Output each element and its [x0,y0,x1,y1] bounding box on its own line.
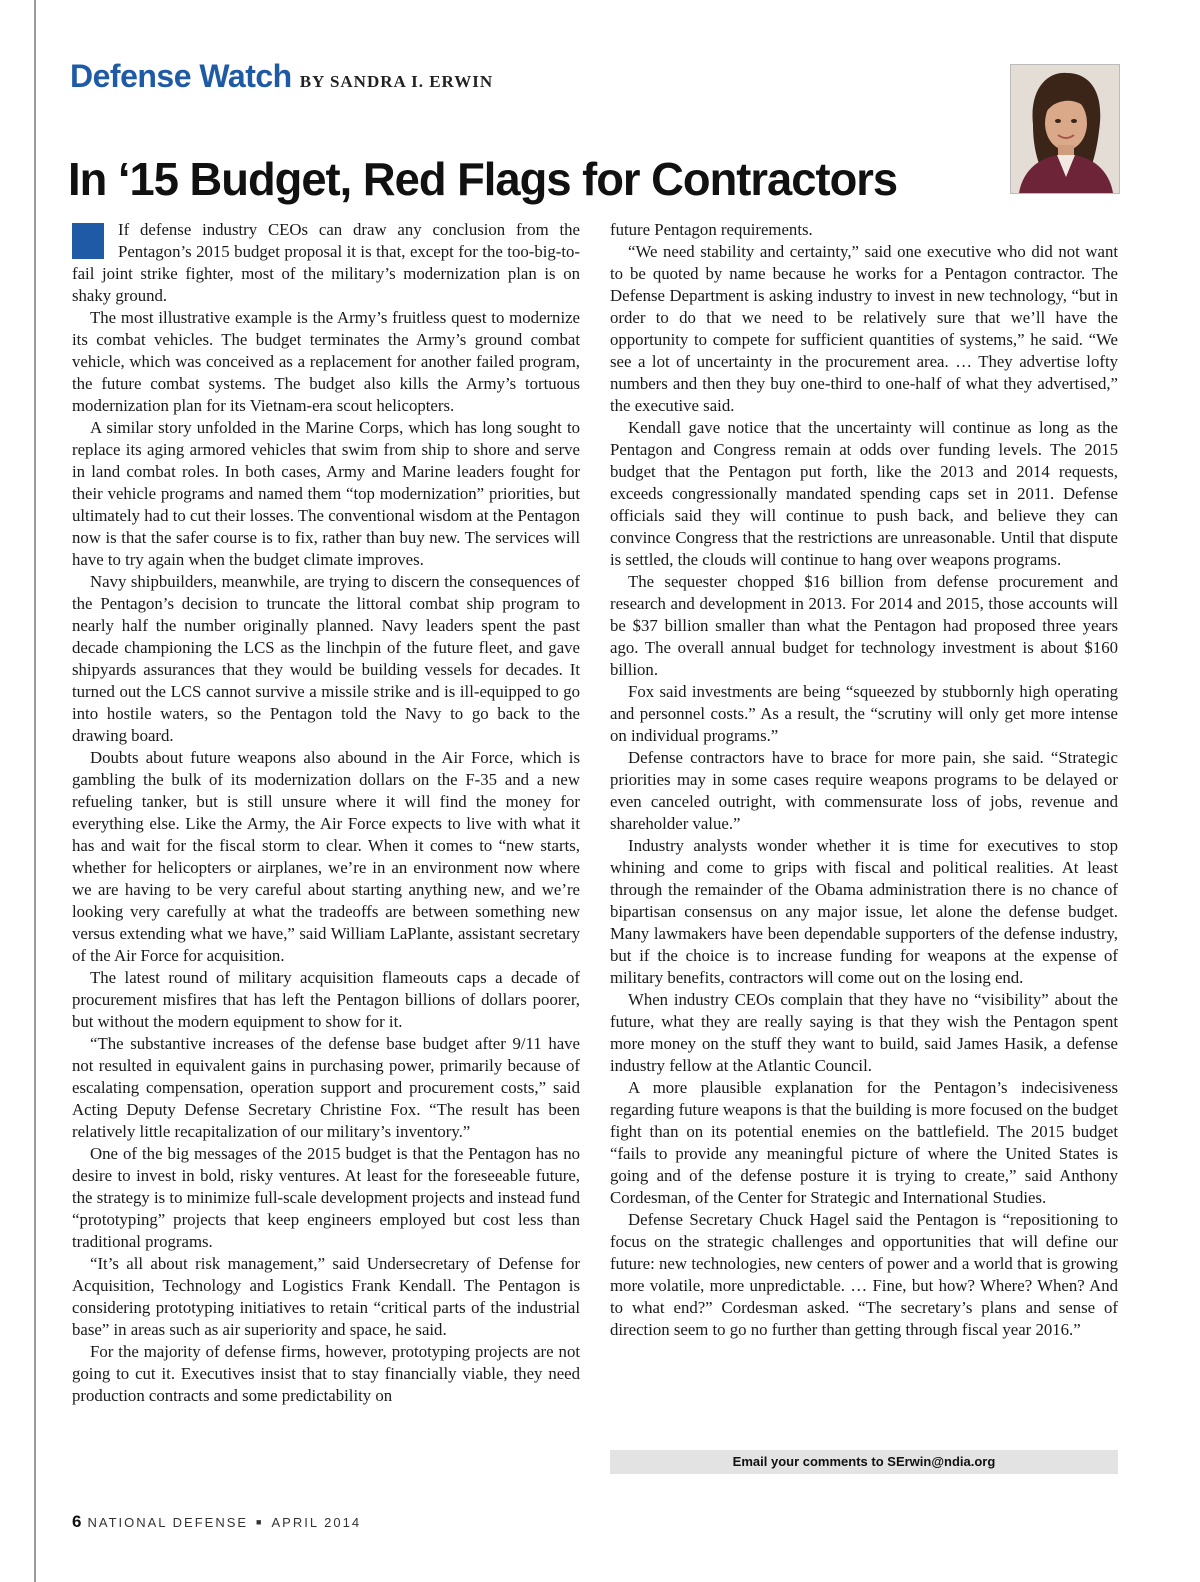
article-paragraph: “We need stability and certainty,” said one executive who did not want to be quoted by name because he works for a Pentagon contractor. The Defense Department is asking industry to invest in new technology, “but in order to do that we need to be relatively sure that we’ll have the opportunity to compete for sufficient quantities of systems,” he said. “We see a lot of uncertainty in the procurement area. … They advertise lofty numbers and then they buy one-third to one-half of what they advertised,” the executive said. [610,242,1118,415]
author-photo [1010,64,1120,194]
issue-date: APRIL 2014 [271,1515,362,1530]
paragraph-text: If defense industry CEOs can draw any conclusion from the Pentagon’s 2015 budget proposal it is that, except for the too-big-to-fail joint strike fighter, most of the military’s modernization plan is on shaky ground. [72,220,580,305]
headline: In ‘15 Budget, Red Flags for Contractors [68,153,898,205]
article-paragraph: “The substantive increases of the defense base budget after 9/11 have not resulted in equivalent gains in purchasing power, primarily because of escalating compensation, operation support and procurement costs,” said Acting Deputy Defense Secretary Christine Fox. “The result has been relatively little recapitalization of our military’s inventory.” [72,1034,580,1141]
article-paragraph: A similar story unfolded in the Marine Corps, which has long sought to replace its aging armored vehicles that swim from ship to shore and serve in land combat roles. In both cases, Army and Marine leaders fought for their vehicle programs and named them “top modernization” priorities, but ultimately had to cut their losses. The conventional wisdom at the Pentagon now is that the safer course is to fix, rather than buy new. The services will have to try again when the budget climate improves. [72,418,580,569]
column-label [70,58,493,95]
page-footer [72,1512,361,1532]
article-column-left [72,219,580,1407]
author-portrait-illustration [1011,65,1119,193]
article-paragraph: A more plausible explanation for the Pentagon’s indecisiveness regarding future weapons is that the building is more focused on the budget fight than on its potential enemies on the battlefield. The 2015 budget “fails to provide any meaningful picture of where the United States is going and of the defense posture it is trying to create,” said Anthony Cordesman, of the Center for Strategic and International Studies. [610,1078,1118,1207]
article-paragraph: The most illustrative example is the Army’s fruitless quest to modernize its combat vehicles. The budget terminates the Army’s ground combat vehicle, which was conceived as a replacement for another failed program, the future combat systems. The budget also kills the Army’s tortuous modernization plan for its Vietnam-era scout helicopters. [72,308,580,415]
article-paragraph: “It’s all about risk management,” said Undersecretary of Defense for Acquisition, Technology and Logistics Frank Kendall. The Pentagon is considering prototyping initiatives to retain “critical parts of the industrial base” in areas such as air superiority and space, he said. [72,1254,580,1339]
article-paragraph: One of the big messages of the 2015 budget is that the Pentagon has no desire to invest in bold, risky ventures. At least for the foreseeable future, the strategy is to minimize full-scale development projects and instead fund “prototyping” projects that keep engineers employed but cost less than traditional programs. [72,1144,580,1251]
lead-square-marker [72,223,104,259]
article-paragraph: Kendall gave notice that the uncertainty will continue as long as the Pentagon and Congress remain at odds over funding levels. The 2015 budget that the Pentagon put forth, like the 2013 and 2014 requests, exceeds congressionally mandated spending caps set in 2011. Defense officials said they will continue to push back, and believe they can convince Congress that the restrictions are unreasonable. Until that dispute is settled, the clouds will continue to hang over weapons programs. [610,418,1118,569]
article-paragraph: When industry CEOs complain that they have no “visibility” about the future, what they are really saying is that they wish the Pentagon spent more money on the stuff they want to build, said James Hasik, a defense industry fellow at the Atlantic Council. [610,990,1118,1075]
article-paragraph: Navy shipbuilders, meanwhile, are trying to discern the consequences of the Pentagon’s decision to truncate the littoral combat ship program to nearly half the number originally planned. Navy leaders spent the past decade championing the LCS as the linchpin of the future fleet, and gave shipyards assurances that they would be building vessels for decades. It turned out the LCS cannot survive a missile strike and is ill-equipped to go into hostile waters, so the Pentagon told the Navy to go back to the drawing board. [72,572,580,745]
article-paragraph: Fox said investments are being “squeezed by stubbornly high operating and personnel costs.” As a result, the “scrutiny will only get more intense on individual programs.” [610,682,1118,745]
article-paragraph: For the majority of defense firms, however, prototyping projects are not going to cut it. Executives insist that to stay financially viable, they need production contracts and some predictability on [72,1342,580,1405]
article-column-right [610,219,1118,1341]
page-edge-rule [34,0,36,1582]
article-paragraph: future Pentagon requirements. [610,220,813,239]
publication-name: NATIONAL DEFENSE [87,1515,249,1530]
article-paragraph: The sequester chopped $16 billion from defense procurement and research and development in 2013. For 2014 and 2015, those accounts will be $37 billion smaller than what the Pentagon had proposed three years ago. The overall annual budget for technology investment is about $160 billion. [610,572,1118,679]
email-prompt: Email your comments to [732,1454,884,1469]
article-paragraph: Industry analysts wonder whether it is time for executives to stop whining and come to grips with fiscal and political realities. At least through the remainder of the Obama administration there is no chance of bipartisan consensus on any major issue, let alone the defense budget. Many lawmakers have been dependable supporters of the defense industry, but if the choice is to increase funding for weapons at the expense of military benefits, contractors will come out on the losing end. [610,836,1118,987]
article-paragraph: The latest round of military acquisition flameouts caps a decade of procurement misfires that has left the Pentagon billions of dollars poorer, but without the modern equipment to show for it. [72,968,580,1031]
article-paragraph: Defense contractors have to brace for more pain, she said. “Strategic priorities may in some cases require weapons programs to be delayed or even canceled outright, with commensurate loss of jobs, revenue and shareholder value.” [610,748,1118,833]
email-comments-bar [610,1450,1118,1474]
byline: BY SANDRA I. ERWIN [299,72,494,91]
article-paragraph [72,219,580,307]
footer-separator-icon: ■ [256,1517,264,1527]
article-paragraph: Doubts about future weapons also abound in the Air Force, which is gambling the bulk of its modernization dollars on the F-35 and a new refueling tanker, but is still unsure where it will find the money for everything else. Like the Army, the Air Force expects to live with what it has and wait for the fiscal storm to clear. When it comes to “new starts, whether for helicopters or airplanes, we’re in an environment now where we are having to be very careful about starting anything new, and we’re looking very carefully at what the tradeoffs are between something new versus extending what we have,” said William LaPlante, assistant secretary of the Air Force for acquisition. [72,748,580,965]
page-number: 6 [72,1512,82,1531]
article-paragraph: Defense Secretary Chuck Hagel said the Pentagon is “repositioning to focus on the strategic challenges and opportunities that will define our future: new technologies, new centers of power and a world that is growing more volatile, more unpredictable. … Fine, but how? Where? When? And to what end?” Cordesman asked. “The secretary’s plans and sense of direction seem to go no further than getting through fiscal year 2016.” [610,1210,1118,1339]
column-name: Defense Watch [70,58,292,94]
email-link[interactable]: SErwin@ndia.org [887,1454,996,1469]
